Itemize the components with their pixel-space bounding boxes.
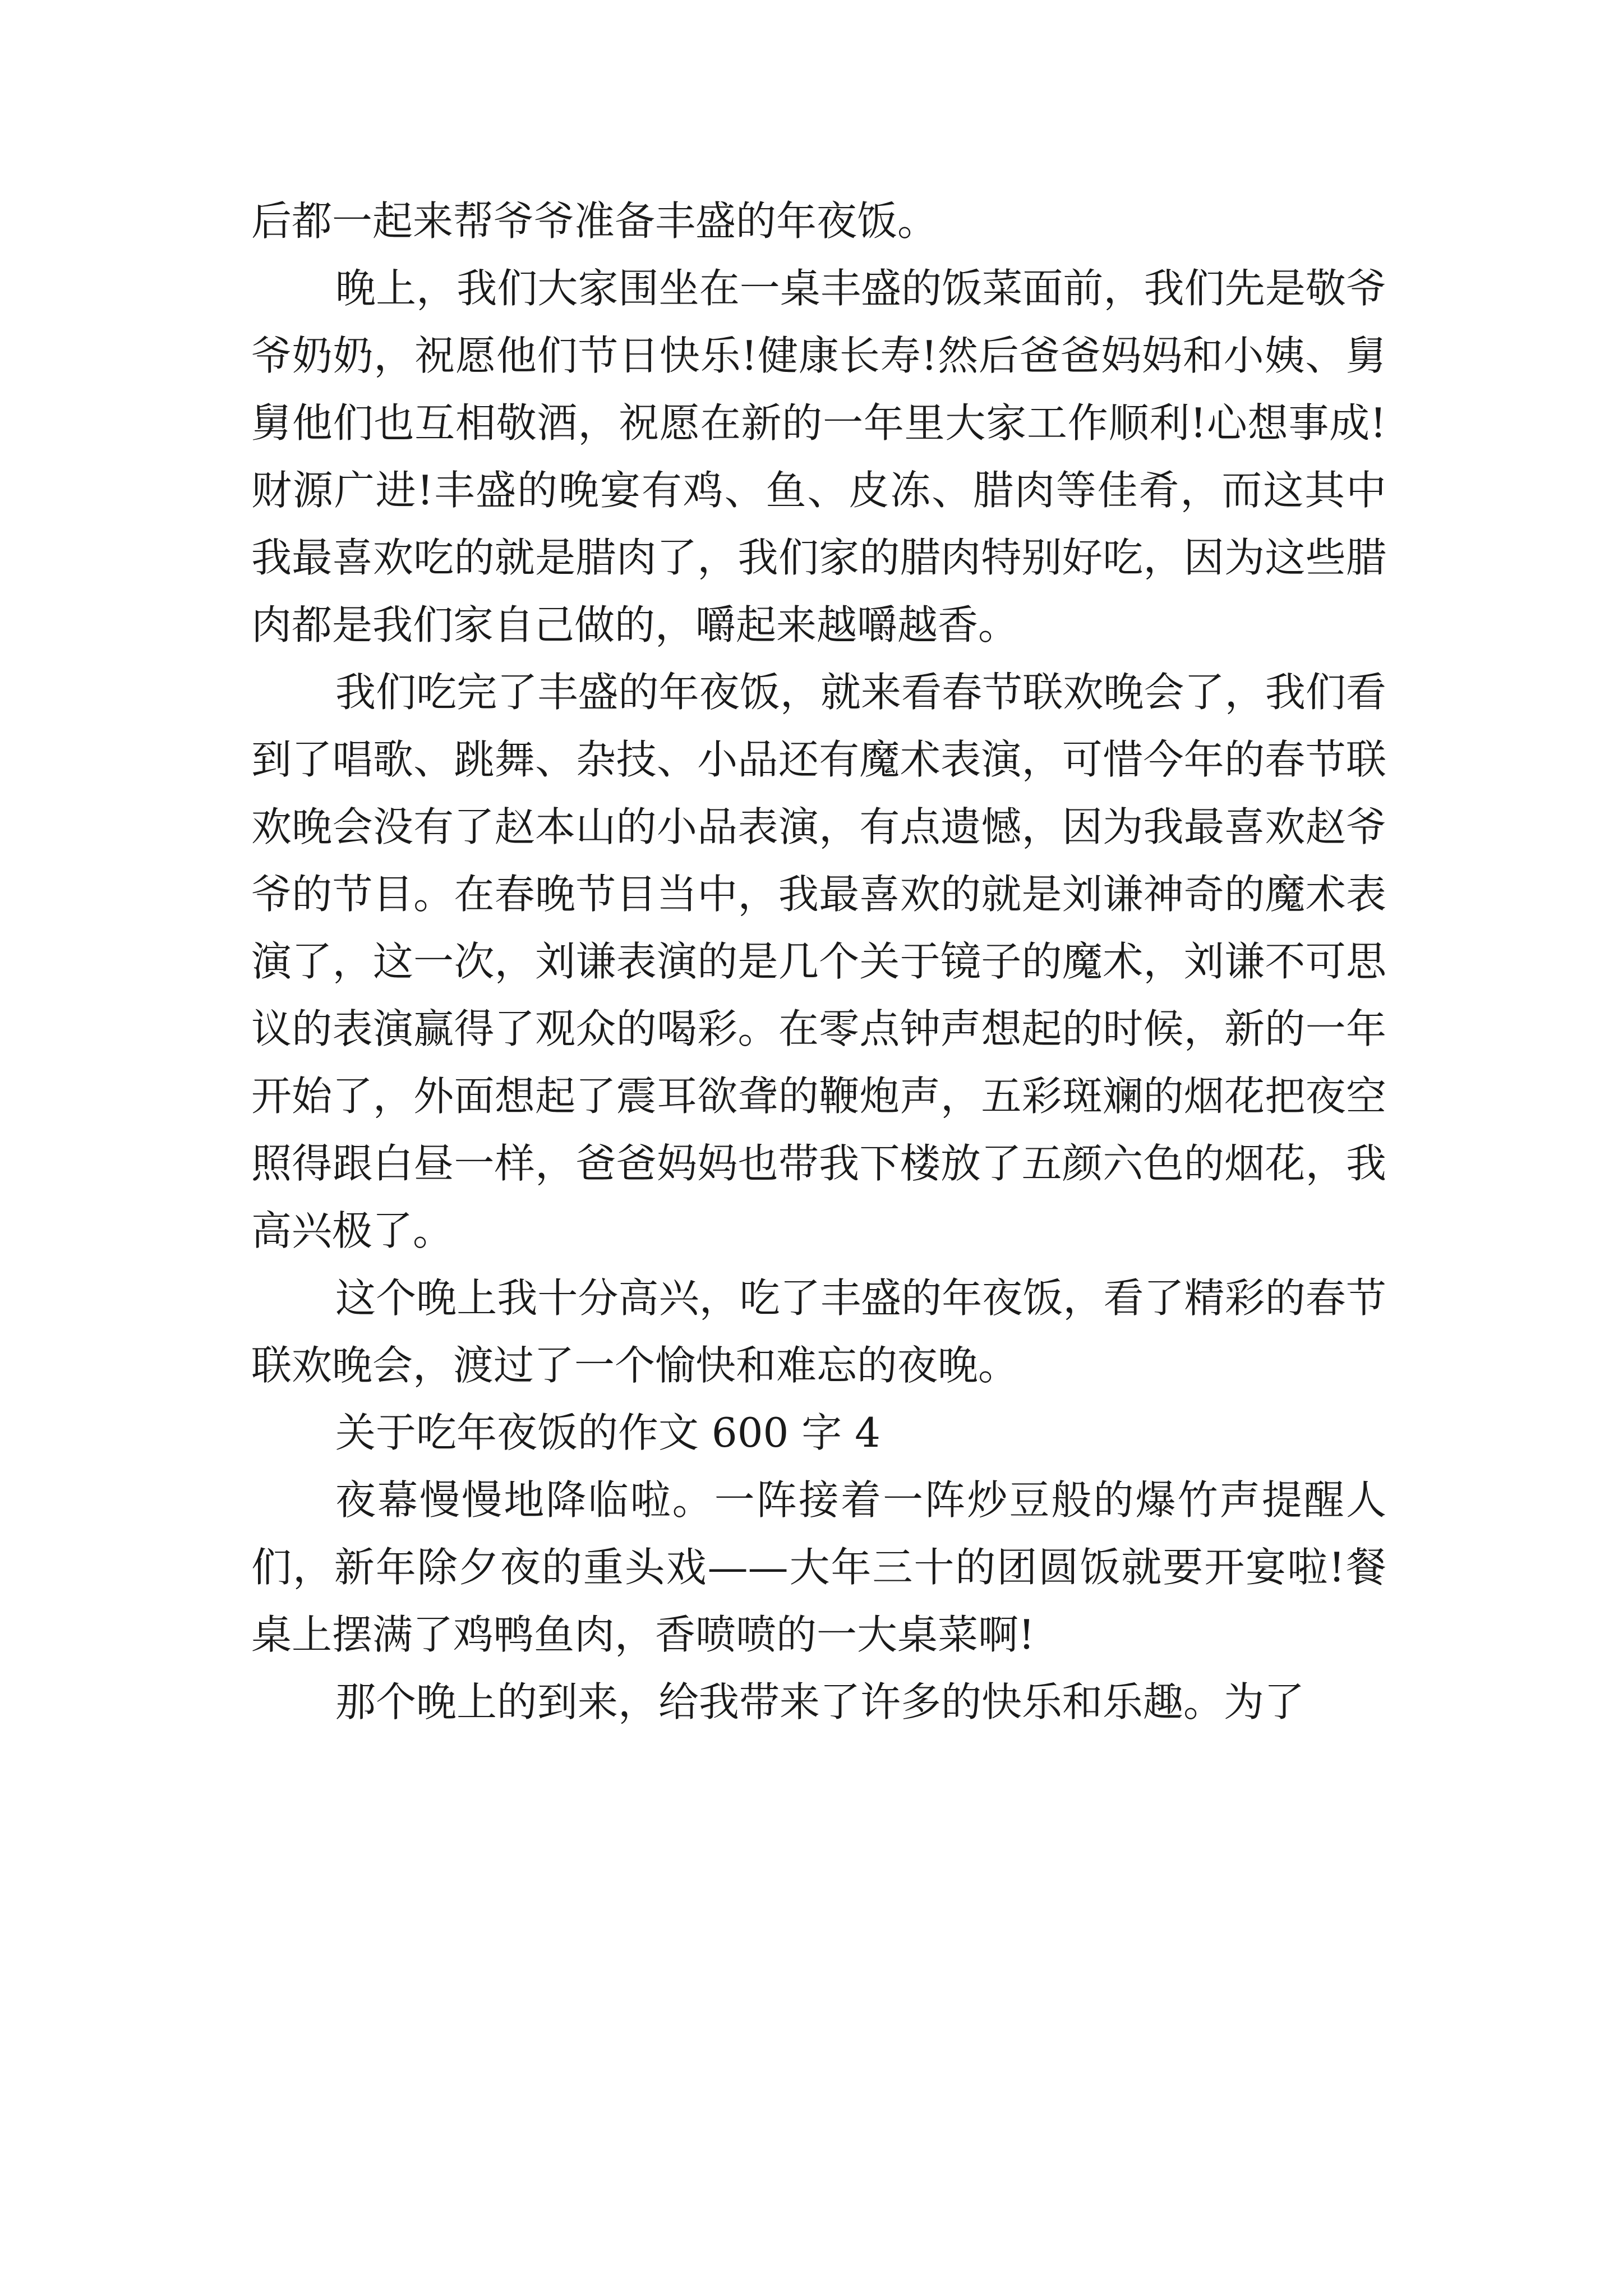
paragraph-nightfall: 夜幕慢慢地降临啦。一阵接着一阵炒豆般的爆竹声提醒人们，新年除夕夜的重头戏——大年三十的团圆饭就要开宴啦!餐桌上摆满了鸡鸭鱼肉，香喷喷的一大桌菜啊! (251, 1476, 1386, 1658)
paragraph-dinner: 晚上，我们大家围坐在一桌丰盛的饭菜面前，我们先是敬爷爷奶奶，祝愿他们节日快乐!健康长寿!然后爸爸妈妈和小姨、舅舅他们也互相敬酒，祝愿在新的一年里大家工作顺利!心想事成!财源广进!丰盛的晚宴有鸡、鱼、皮冻、腊肉等佳肴，而这其中我最喜欢吃的就是腊肉了，我们家的腊肉特别好吃，因为这些腊肉都是我们家自己做的，嚼起来越嚼越香。 (251, 265, 1386, 648)
paragraph-continuation: 后都一起来帮爷爷准备丰盛的年夜饭。 (251, 197, 938, 245)
document-body (251, 187, 1386, 1736)
paragraph-summary: 这个晚上我十分高兴，吃了丰盛的年夜饭，看了精彩的春节联欢晚会，渡过了一个愉快和难忘的夜晚。 (251, 1274, 1386, 1389)
section-heading: 关于吃年夜饭的作文 600 字 4 (335, 1409, 880, 1456)
paragraph-gala: 我们吃完了丰盛的年夜饭，就来看春节联欢晚会了，我们看到了唱歌、跳舞、杂技、小品还有魔术表演，可惜今年的春节联欢晚会没有了赵本山的小品表演，有点遗憾，因为我最喜欢赵爷爷的节目。在春晚节目当中，我最喜欢的就是刘谦神奇的魔术表演了，这一次，刘谦表演的是几个关于镜子的魔术，刘谦不可思议的表演赢得了观众的喝彩。在零点钟声想起的时候，新的一年开始了，外面想起了震耳欲聋的鞭炮声，五彩斑斓的烟花把夜空照得跟白昼一样，爸爸妈妈也带我下楼放了五颜六色的烟花，我高兴极了。 (251, 669, 1386, 1254)
paragraph-evening: 那个晚上的到来，给我带来了许多的快乐和乐趣。为了 (335, 1678, 1305, 1726)
